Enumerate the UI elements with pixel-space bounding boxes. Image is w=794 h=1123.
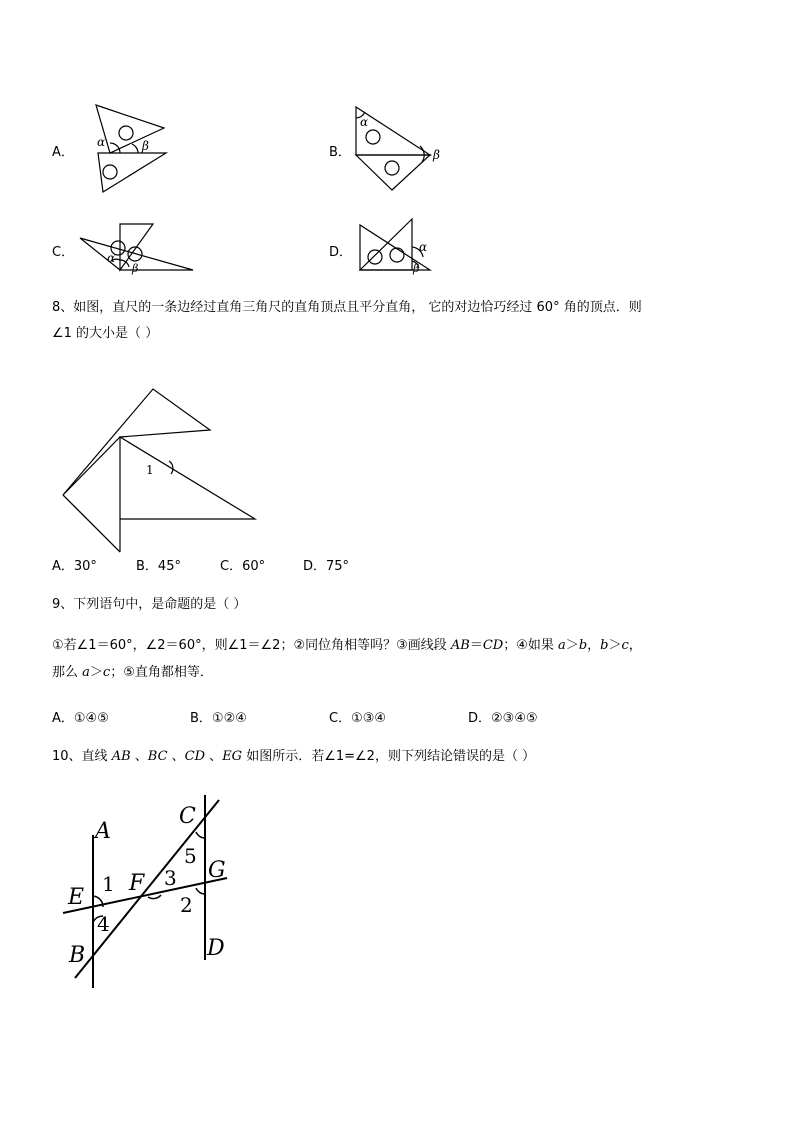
q7-option-c-figure [75,220,200,275]
q7-b-beta: β [433,148,440,162]
q10-angle-3: 3 [164,866,177,890]
q7-option-a-figure [70,100,180,200]
q10-angle-2: 2 [180,893,193,917]
q7-a-alpha: α [97,135,106,149]
q9-stem: 9、下列语句中，是命题的是（ ） [52,597,247,612]
q9-l2-pre: 那么 [52,665,83,680]
q10-post: 如图所示．若∠1=∠2，则下列结论错误的是（ ） [242,749,536,764]
q10-label-b: B [69,943,86,968]
q9-l1-mid: ；④如果 [503,638,559,653]
q10-s1: 、 [130,749,148,764]
q9-l2-gt: ＞ [89,665,103,680]
q7-option-d-figure [355,215,450,275]
q10-label-f: F [129,871,145,896]
q10-bc: BC [147,749,168,764]
q9-option-b: B．①②④ [190,711,247,726]
q7-a-beta: β [142,139,149,153]
q9-l1-ab: AB [450,638,470,653]
q10-angle-5: 5 [184,844,197,868]
q7-c-beta: β [132,262,139,275]
q8-option-c: C．60° [220,559,266,574]
q10-figure [55,790,245,1000]
q7-option-d-label: D． [329,245,353,260]
q10-label-g: G [208,858,226,883]
q9-l1-a: a [558,638,566,653]
q7-c-alpha: α [107,251,116,265]
q10-ab: AB [111,749,131,764]
q7-option-c-label: C． [52,245,75,260]
q10-stem [52,749,535,765]
q10-label-d: D [207,936,225,961]
q7-option-b-figure [350,100,460,200]
q10-s2: 、 [167,749,185,764]
q7-option-b-label: B． [329,145,351,160]
q9-option-a: A．①④⑤ [52,711,109,726]
q9-l1-pre: ①若∠1＝60°，∠2＝60°，则∠1＝∠2；②同位角相等吗？③画线段 [52,638,451,653]
q9-l1-eq: ＝ [469,638,483,653]
q9-l1-gt1: ＞ [565,638,579,653]
q10-eg: EG [222,749,243,764]
q7-d-beta: β [413,262,420,275]
q9-l1-b2: b [600,638,609,653]
q8-figure [60,385,260,535]
q9-l1-end: ， [628,638,642,653]
q10-s3: 、 [205,749,223,764]
q9-l2-c: c [102,665,111,680]
q10-label-e: E [68,885,85,910]
q10-angle-1: 1 [102,872,115,896]
q10-angle-4: 4 [97,912,110,936]
q8-stem-line1: 8、如图，直尺的一条边经过直角三角尺的直角顶点且平分直角， 它的对边恰巧经过 60° 角的顶点．则 [52,300,642,315]
q10-cd: CD [184,749,206,764]
q8-stem-line2: ∠1 的大小是（ ） [52,326,159,341]
q8-option-a: A．30° [52,559,97,574]
q10-pre: 10、直线 [52,749,112,764]
q10-label-a: A [95,819,111,844]
q8-angle-1: 1 [146,463,154,477]
q7-option-a-label: A． [52,145,74,160]
q9-statements-line1 [52,638,642,654]
q9-l1-comma: ， [587,638,601,653]
q9-option-d: D．②③④⑤ [468,711,538,726]
q9-l1-c: c [621,638,629,653]
q9-l2-a: a [82,665,90,680]
q9-l2-end: ；⑤直角都相等． [110,665,213,680]
q9-l1-b: b [578,638,588,653]
q7-b-alpha: α [360,115,369,129]
q9-l1-gt2: ＞ [608,638,622,653]
q9-option-c: C．①③④ [329,711,387,726]
q9-statements-line2 [52,665,213,681]
q8-option-d: D．75° [303,559,350,574]
q8-option-b: B．45° [136,559,181,574]
q10-label-c: C [179,804,196,829]
q9-l1-cd: CD [482,638,504,653]
q7-d-alpha: α [419,240,428,254]
